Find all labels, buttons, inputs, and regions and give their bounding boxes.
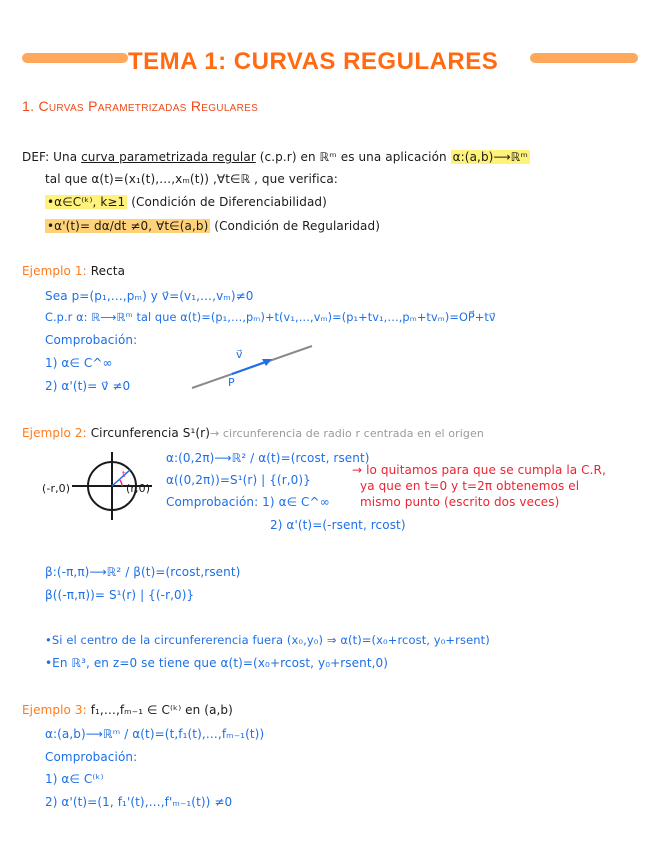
example2-r3-note: •En ℝ³, en z=0 se tiene que α(t)=(x₀+rcost, y₀+rsent,0) (45, 656, 389, 670)
line-figure (188, 338, 328, 398)
line-figure-p-label: P (228, 376, 235, 389)
example1-name: Recta (86, 264, 126, 278)
example1-line-5: 2) α'(t)= v⃗ ≠0 (45, 379, 131, 393)
example2-red-note-1: → lo quitamos para que se cumpla la C.R, (352, 463, 606, 477)
example2-name: Circunferencia S¹(r) (86, 426, 210, 440)
section-title: 1. Curvas Parametrizadas Regulares (22, 98, 259, 114)
cond2-text: (Condición de Regularidad) (210, 219, 380, 233)
vector-arrow (232, 361, 268, 374)
def-lead: DEF: Una (22, 150, 82, 164)
example2-center-note: •Si el centro de la circunfererencia fuera (x₀,y₀) ⇒ α(t)=(x₀+rcost, y₀+rsent) (45, 633, 490, 647)
example1-heading (22, 264, 125, 278)
example1-label: Ejemplo 1: (22, 264, 87, 278)
example3-line-1: α:(a,b)⟶ℝᵐ / α(t)=(t,f₁(t),…,fₘ₋₁(t)) (45, 727, 265, 741)
def-map: α:(a,b)⟶ℝᵐ (452, 150, 528, 164)
example3-name: f₁,…,fₘ₋₁ ∈ C⁽ᵏ⁾ en (a,b) (86, 703, 233, 717)
example2-comp-1: Comprobación: 1) α∈ C^∞ (166, 495, 330, 509)
example2-red-note-3: mismo punto (escrito dos veces) (360, 495, 560, 509)
example1-line-1: Sea p=(p₁,…,pₘ) y v⃗=(v₁,…,vₘ)≠0 (45, 289, 254, 303)
example2-note: → circunferencia de radio r centrada en el origen (209, 427, 484, 440)
example2-alpha-1: α:(0,2π)⟶ℝ² / α(t)=(rcost, rsent) (166, 451, 370, 465)
angle-arc (119, 479, 122, 486)
definition-line-1 (22, 150, 530, 164)
example3-line-3: 1) α∈ C⁽ᵏ⁾ (45, 772, 104, 786)
cond1-text: (Condición de Diferenciabilidad) (127, 195, 327, 209)
example1-line-4: 1) α∈ C^∞ (45, 356, 113, 370)
circle-left-point: (-r,0) (42, 482, 71, 495)
example2-beta-1: β:(-π,π)⟶ℝ² / β(t)=(rcost,rsent) (45, 565, 241, 579)
cond1-highlight: •α∈C⁽ᵏ⁾, k≥1 (47, 195, 126, 209)
condition-regularity (45, 219, 380, 233)
circle-angle-label: t (122, 470, 126, 480)
page-title: TEMA 1: CURVAS REGULARES (128, 48, 499, 75)
title-bar-left (22, 53, 128, 63)
example2-heading (22, 426, 484, 440)
example3-line-2: Comprobación: (45, 750, 138, 764)
example2-red-note-2: ya que en t=0 y t=2π obtenemos el (360, 479, 580, 493)
example3-heading (22, 703, 233, 717)
cond2-highlight: •α'(t)= dα/dt ≠0, ∀t∈(a,b) (47, 219, 209, 233)
circle-right-point: (r,0) (126, 482, 151, 495)
example2-beta-2: β((-π,π))= S¹(r) | {(-r,0)} (45, 588, 195, 602)
example2-alpha-2: α((0,2π))=S¹(r) | {(r,0)} (166, 473, 311, 487)
example3-line-4: 2) α'(t)=(1, f₁'(t),…,f'ₘ₋₁(t)) ≠0 (45, 795, 233, 809)
definition-line-2: tal que α(t)=(x₁(t),…,xₘ(t)) ,∀t∈ℝ , que verifica: (45, 172, 338, 186)
line-figure-v-label: v⃗ (236, 348, 243, 361)
example2-comp-2: 2) α'(t)=(-rsent, rcost) (270, 518, 406, 532)
condition-differentiability (45, 195, 327, 209)
example1-line-2: C.p.r α: ℝ⟶ℝᵐ tal que α(t)=(p₁,…,pₘ)+t(v₁,…,vₘ)=(p₁+tv₁,…,pₘ+tvₘ)=OP⃗+tv⃗ (45, 311, 496, 324)
def-term: curva parametrizada regular (81, 150, 256, 164)
example3-label: Ejemplo 3: (22, 703, 87, 717)
title-bar-right (530, 53, 638, 63)
def-mid: (c.p.r) en ℝᵐ es una aplicación (255, 150, 451, 164)
example2-label: Ejemplo 2: (22, 426, 87, 440)
example1-line-3: Comprobación: (45, 333, 138, 347)
